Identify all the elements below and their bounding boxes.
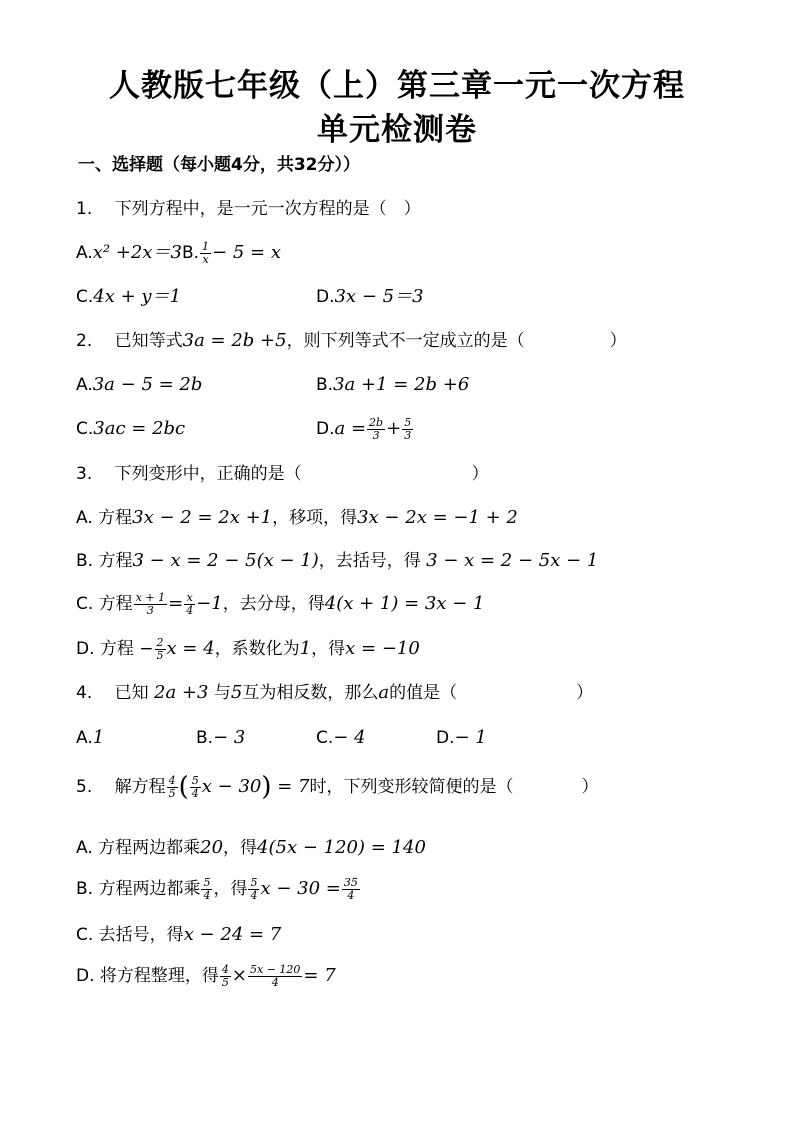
question-2-stem: 2. 已知等式3a = 2b +5，则下列等式不一定成立的是（ ） xyxy=(76,330,627,351)
fraction: $\frac{5}{3}$ xyxy=(404,415,412,442)
question-2-options-cd: C.3ac = 2bc D.a = $\frac{2b}{3}$ + $\frac{5}{3}$ xyxy=(76,416,576,442)
question-2-options-ab: A.3a − 5 = 2b B.3a +1 = 2b +6 xyxy=(76,372,576,398)
section-heading: 一、选择题（每小题4分，共32分）） xyxy=(78,155,360,175)
fraction: $\frac{35}{4}$ xyxy=(343,875,358,902)
fraction: $\frac{4}{5}$ xyxy=(221,962,229,989)
option-d: D.a = $\frac{2b}{3}$ + $\frac{5}{3}$ xyxy=(316,415,412,442)
question-5-option-a: A. 方程两边都乘20，得4(5x − 120) = 140 xyxy=(76,837,426,858)
question-3-option-b: B. 方程3 − x = 2 − 5(x − 1)，去括号，得 3 − x = 2 − 5x − 1 xyxy=(76,550,599,571)
question-5-stem: 5. 解方程 $\frac{4}{5}$ ( $\frac{5}{4}$ x − 30) = 7时，下列变形较简便的是（ ） xyxy=(76,772,599,802)
fraction: $\frac{1}{x}$ xyxy=(202,239,210,266)
option-c-label: C. xyxy=(76,287,94,307)
option-b: B.− 3 xyxy=(196,727,246,748)
question-3-option-d: D. 方程 − $\frac{2}{5}$ x = 4，系数化为1，得x = −10 xyxy=(76,635,420,662)
question-4-stem: 4. 已知 2a +3 与5互为相反数，那么a的值是（ ） xyxy=(76,682,594,703)
option-a-expr: x² +2x＝3 xyxy=(92,242,182,263)
question-5-option-b: B. 方程两边都乘 $\frac{5}{4}$ ，得 $\frac{5}{4}$ x − 30 = $\frac{35}{4}$ xyxy=(76,875,358,902)
option-b-expr: − 5 = x xyxy=(212,242,281,263)
question-5-option-d: D. 将方程整理，得 $\frac{4}{5}$ × $\frac{5x - 120}{4}$ = 7 xyxy=(76,962,336,989)
option-a-label: A. xyxy=(76,243,93,263)
option-a: A.1 xyxy=(76,727,105,748)
title-line-2: 单元检测卷 xyxy=(317,112,477,148)
option-b-label: B. xyxy=(181,243,200,263)
fraction: $\frac{x}{4}$ xyxy=(186,590,194,617)
question-3-option-c: C. 方程 $\frac{x + 1}{3}$ = $\frac{x}{4}$ −1，去分母，得4(x + 1) = 3x − 1 xyxy=(76,590,485,617)
option-c: C.− 4 xyxy=(316,727,366,748)
question-3-option-a: A. 方程3x − 2 = 2x +1，移项，得3x − 2x = −1 + 2 xyxy=(76,507,518,528)
option-b: B.3a +1 = 2b +6 xyxy=(316,374,470,395)
fraction: $\frac{2b}{3}$ xyxy=(369,415,384,442)
question-1-options-cd xyxy=(76,284,576,310)
title-line-1: 人教版七年级（上）第三章一元一次方程 xyxy=(109,68,685,104)
fraction: $\frac{5}{4}$ xyxy=(191,773,199,800)
option-c-expr: 4x + y＝1 xyxy=(93,286,182,307)
question-1-stem: 1. 下列方程中，是一元一次方程的是（ ） xyxy=(76,199,421,219)
fraction: $\frac{x + 1}{3}$ xyxy=(135,590,166,617)
option-d: D.3x − 5＝3 xyxy=(316,286,424,307)
fraction: $\frac{5}{4}$ xyxy=(203,875,211,902)
option-d: D.− 1 xyxy=(436,727,487,748)
fraction: $\frac{4}{5}$ xyxy=(168,773,176,800)
fraction: $\frac{5x - 120}{4}$ xyxy=(250,962,301,989)
question-3-stem: 3. 下列变形中，正确的是（ ） xyxy=(76,464,489,484)
fraction: $\frac{2}{5}$ xyxy=(156,635,164,662)
question-1-options-ab xyxy=(76,240,281,266)
fraction: $\frac{5}{4}$ xyxy=(250,875,258,902)
question-5-option-c: C. 去括号，得x − 24 = 7 xyxy=(76,924,282,945)
